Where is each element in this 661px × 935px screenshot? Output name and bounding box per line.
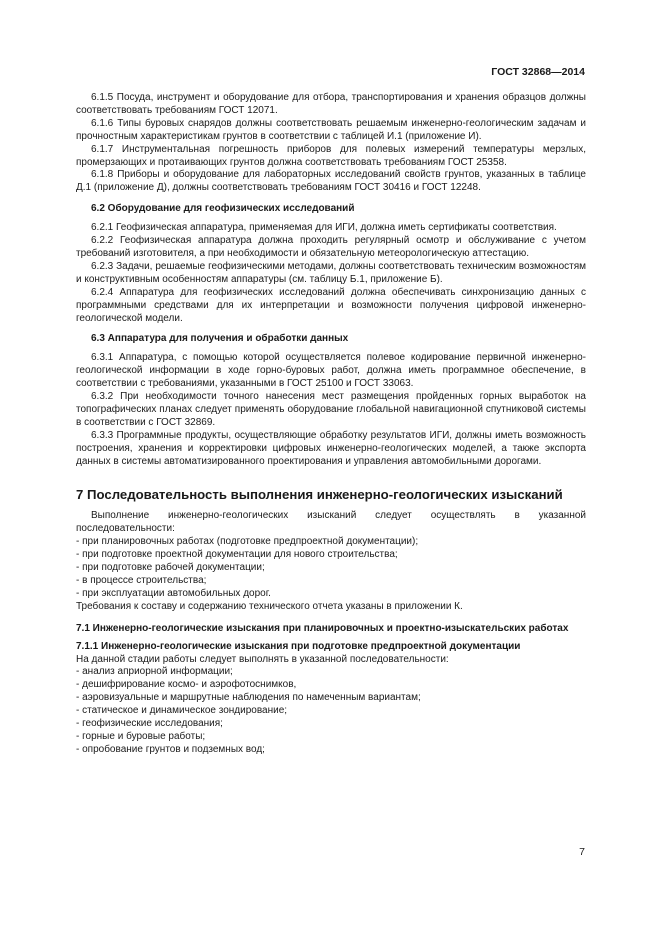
paragraph-6-2-1: 6.2.1 Геофизическая аппаратура, применяемая для ИГИ, должна иметь сертификаты соответствия. — [91, 222, 557, 234]
list-item: - при эксплуатации автомобильных дорог. — [76, 587, 271, 599]
heading-6-2: 6.2 Оборудование для геофизических исследований — [91, 203, 355, 215]
document-body — [76, 92, 586, 757]
paragraph-6-2-4: 6.2.4 Аппаратура для геофизических исследований должна обеспечивать синхронизацию данных с программными средствами для их интерпретации и возможности получения цифровой инженерно-геологической модели. — [76, 286, 586, 324]
paragraph-6-1-7: 6.1.7 Инструментальная погрешность приборов для полевых измерений температуры мерзлых, промерзающих и протаивающих грунтов должна соответствовать требованиям ГОСТ 25358. — [76, 143, 586, 168]
list-item: - статическое и динамическое зондирование; — [76, 705, 288, 717]
section-7-intro: Выполнение инженерно-геологических изысканий следует осуществлять в указанной последовательности: — [76, 510, 586, 535]
heading-7-1-1: 7.1.1 Инженерно-геологические изыскания при подготовке предпроектной документации — [76, 640, 521, 652]
section-7-1-1-intro: На данной стадии работы следует выполнять в указанной последовательности: — [76, 653, 449, 665]
list-item: - опробование грунтов и подземных вод; — [76, 743, 265, 755]
list-item: - аэровизуальные и маршрутные наблюдения по намеченным вариантам; — [76, 692, 421, 704]
paragraph-6-1-5: 6.1.5 Посуда, инструмент и оборудование для отбора, транспортирования и хранения образцов должны соответствовать требованиям ГОСТ 12071. — [76, 92, 586, 116]
heading-7-1: 7.1 Инженерно-геологические изыскания при планировочных и проектно-изыскательских работах — [76, 622, 569, 634]
section-7-list — [76, 536, 586, 601]
list-item: - дешифрирование космо- и аэрофотоснимков, — [76, 679, 297, 691]
paragraph-6-2-3: 6.2.3 Задачи, решаемые геофизическими методами, должны соответствовать техническим возможностям и конструктивным особенностям аппаратуры (см. таблицу Б.1, приложение Б). — [76, 260, 586, 285]
list-item: - при планировочных работах (подготовке предпроектной документации); — [76, 536, 419, 548]
list-item: - в процессе строительства; — [76, 575, 207, 586]
list-item: - при подготовке проектной документации для нового строительства; — [76, 549, 398, 561]
list-item: - геофизические исследования; — [76, 718, 223, 730]
paragraph-6-3-1: 6.3.1 Аппаратура, с помощью которой осуществляется полевое кодирование первичной инженерно-геологической информации в ходе горно-буровых работ, должна иметь программное обеспечение, в соответствии с требованиями, указанными в ГОСТ 25100 и ГОСТ 33063. — [76, 352, 586, 390]
heading-section-7: 7 Последовательность выполнения инженерно-геологических изысканий — [76, 487, 563, 503]
page-number: 7 — [579, 846, 585, 858]
list-item: - анализ априорной информации; — [76, 666, 233, 678]
paragraph-6-1-8: 6.1.8 Приборы и оборудование для лабораторных исследований свойств грунтов, указанных в таблице Д.1 (приложение Д), должны соответствовать требованиям ГОСТ 30416 и ГОСТ 12248. — [76, 169, 586, 194]
heading-6-3: 6.3 Аппаратура для получения и обработки данных — [91, 333, 349, 345]
list-item: - при подготовке рабочей документации; — [76, 562, 265, 574]
section-7-note: Требования к составу и содержанию технического отчета указаны в приложении К. — [76, 600, 463, 612]
paragraph-6-2-2: 6.2.2 Геофизическая аппаратура должна проходить регулярный осмотр и обслуживание с учетом требований изготовителя, а при необходимости и обязательную метеорологическую аттестацию. — [76, 235, 586, 259]
list-item: - горные и буровые работы; — [76, 730, 206, 742]
section-7-1-1-list — [76, 666, 586, 756]
document-header: ГОСТ 32868—2014 — [491, 66, 585, 78]
paragraph-6-3-3: 6.3.3 Программные продукты, осуществляющие обработку результатов ИГИ, должны иметь возможность построения, хранения и корректировки цифровых инженерно-геологических моделей, а также экспорта данных в системы автоматизированного проектирования и управления автомобильными дорогами. — [76, 429, 586, 467]
paragraph-6-3-2: 6.3.2 При необходимости точного нанесения мест размещения пройденных горных выработок на топографических планах следует применять оборудование глобальной навигационной спутниковой системы в соответствии с ГОСТ 32869. — [76, 391, 586, 428]
paragraph-6-1-6: 6.1.6 Типы буровых снарядов должны соответствовать решаемым инженерно-геологическим задачам и прочностным характеристикам грунтов в соответствии с таблицей И.1 (приложение И). — [76, 117, 586, 142]
